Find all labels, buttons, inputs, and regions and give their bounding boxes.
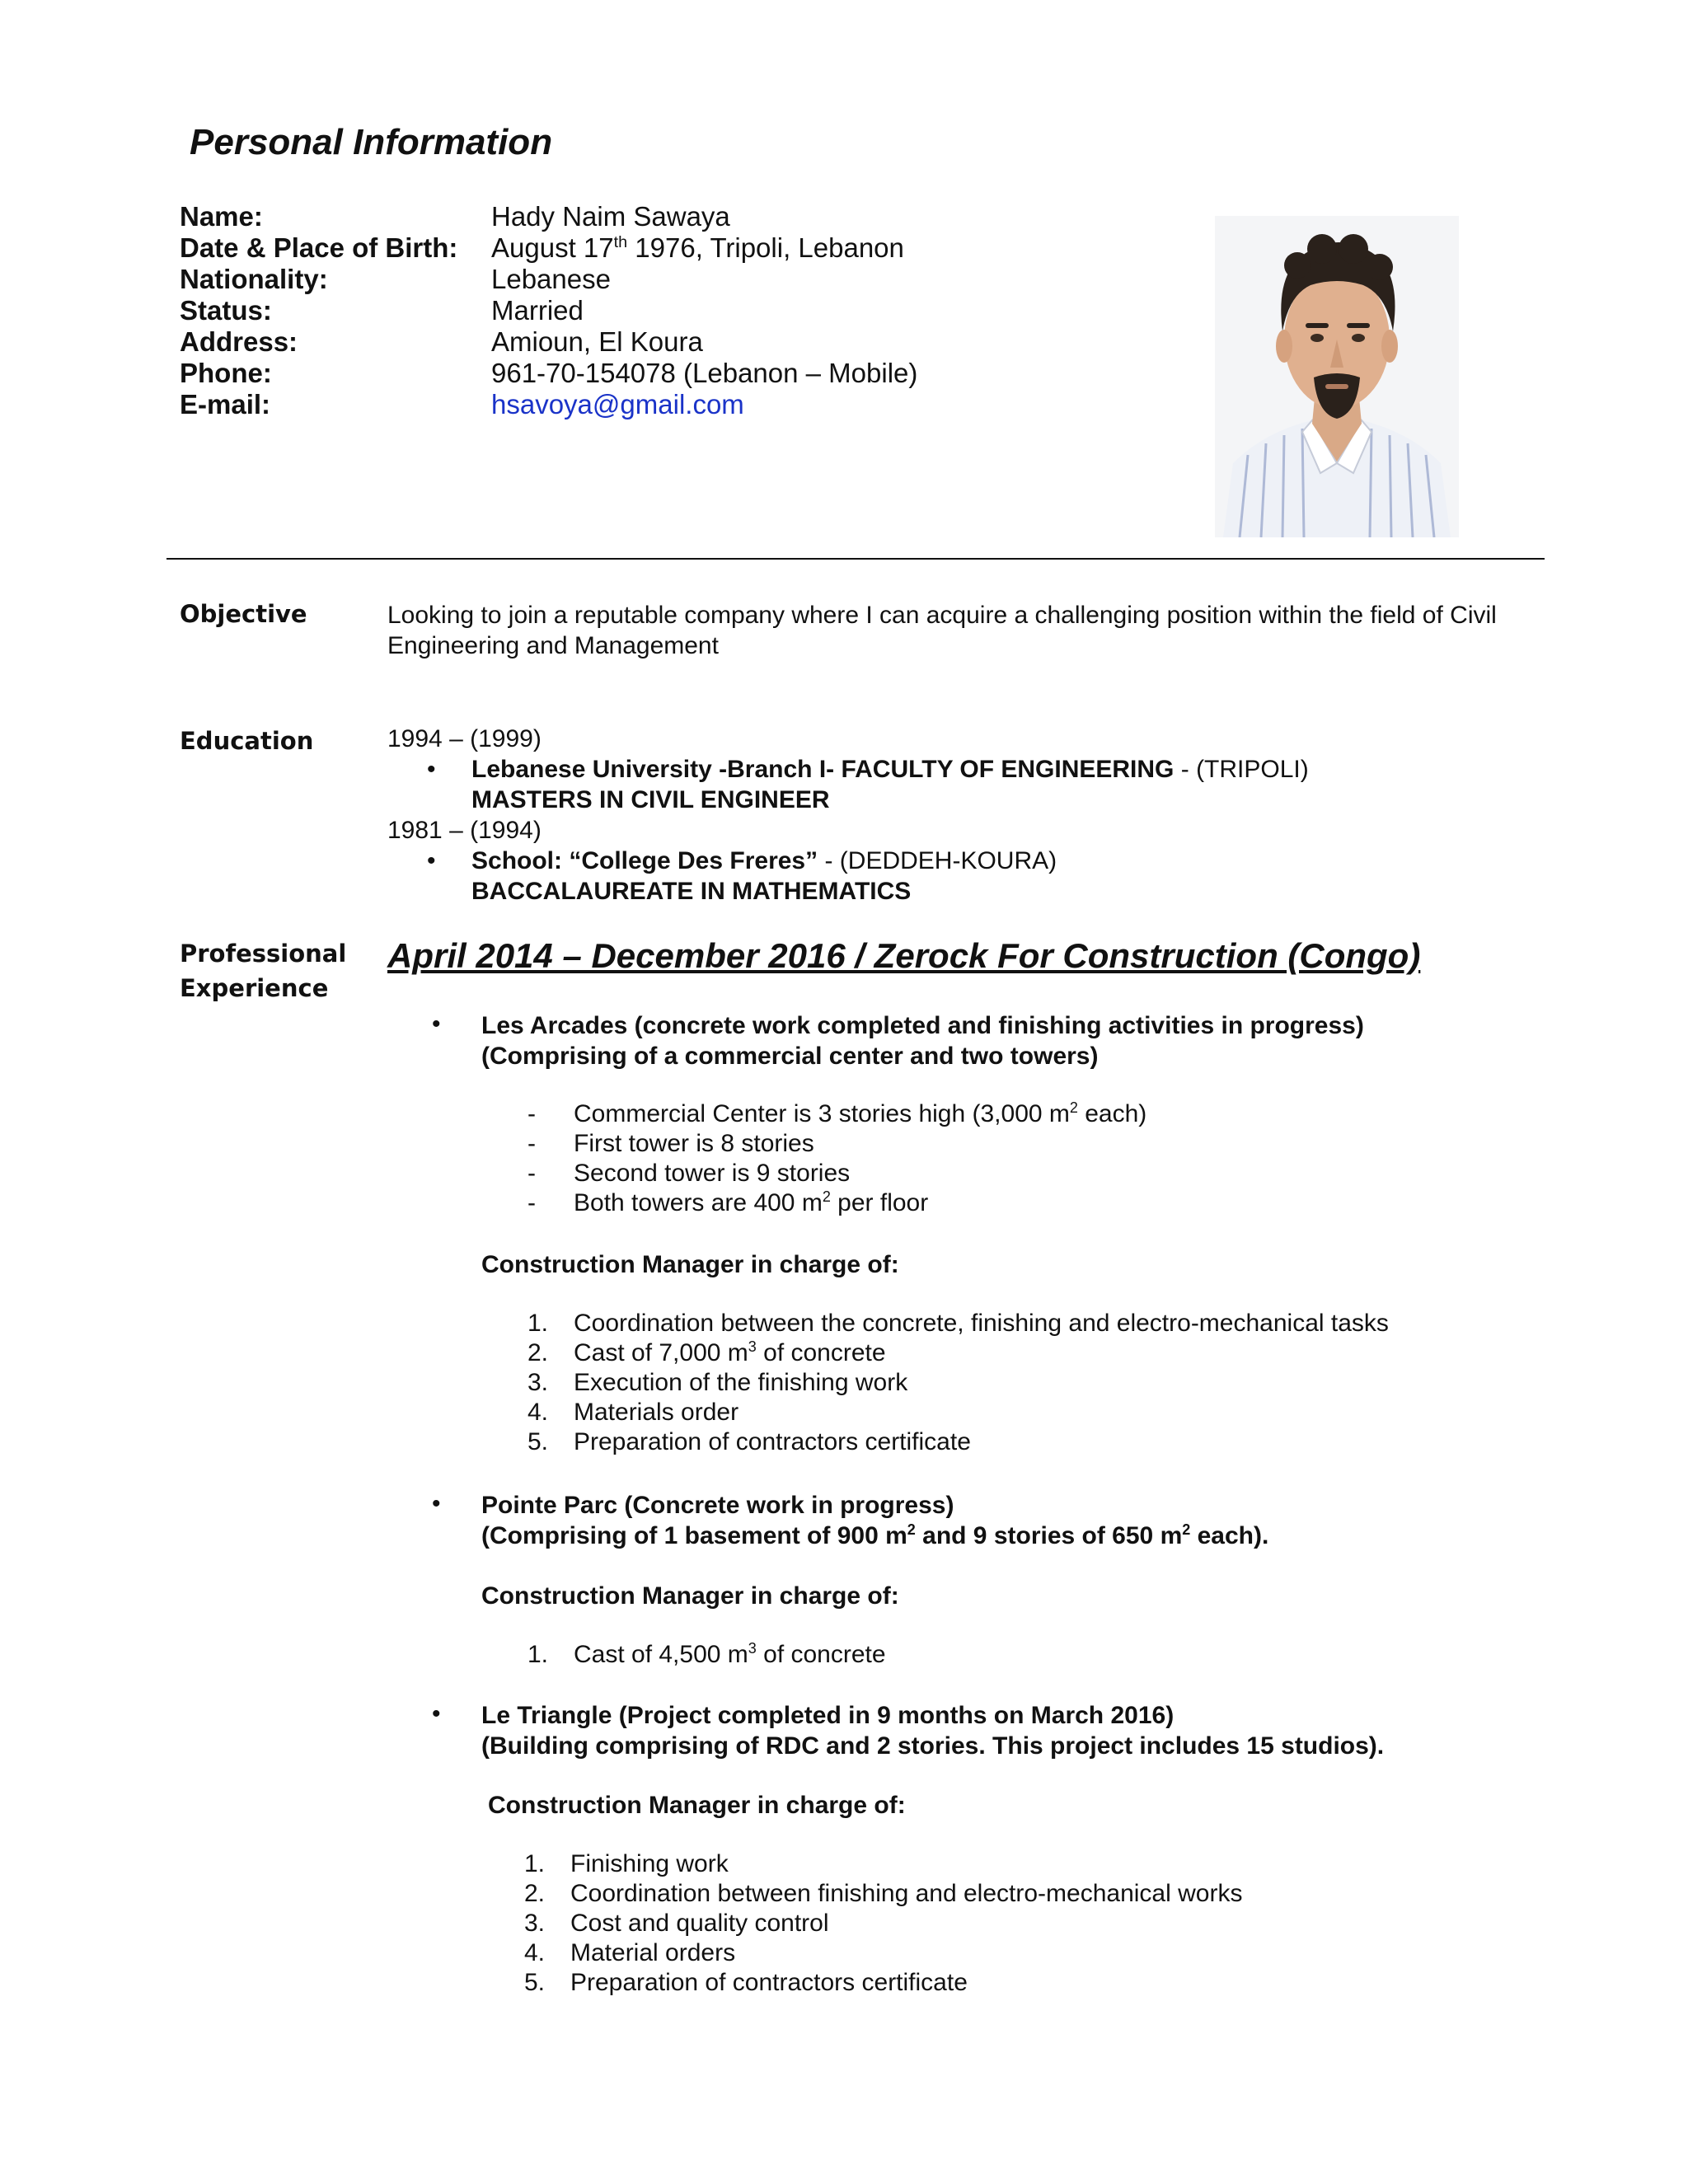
- label-email: E-mail:: [180, 389, 271, 419]
- bullet-icon: •: [427, 847, 436, 874]
- education-school-row: [387, 754, 1541, 785]
- role-heading: Construction Manager in charge of:: [488, 1792, 906, 1819]
- project-title: Le Triangle (Project completed in 9 months on March 2016): [481, 1702, 1175, 1729]
- task-row: 1. Coordination between the concrete, finishing and electro-mechanical tasks: [528, 1310, 1389, 1337]
- email-link[interactable]: hsavoya@gmail.com: [491, 389, 744, 419]
- project-subtitle: (Comprising of a commercial center and two towers): [481, 1043, 1099, 1070]
- task-row: 3. Execution of the finishing work: [528, 1369, 908, 1396]
- detail-row: - Second tower is 9 stories: [528, 1160, 851, 1187]
- value-name: Hady Naim Sawaya: [491, 201, 730, 232]
- task-row: 5. Preparation of contractors certificate: [528, 1428, 971, 1455]
- role-heading: Construction Manager in charge of:: [481, 1251, 899, 1278]
- experience-label-line-2: Experience: [180, 974, 329, 1002]
- detail-row: - First tower is 8 stories: [528, 1130, 814, 1157]
- label-name: Name:: [180, 201, 263, 232]
- value-phone: 961-70-154078 (Lebanon – Mobile): [491, 358, 918, 388]
- bullet-icon: •: [432, 1010, 441, 1038]
- personal-info-labels: [180, 201, 457, 420]
- personal-info-values: [491, 201, 917, 420]
- portrait-illustration: [1215, 216, 1459, 537]
- education-years: 1981 – (1994): [387, 817, 542, 844]
- label-address: Address:: [180, 326, 298, 357]
- project-subtitle: (Comprising of 1 basement of 900 $m^2$ and 9 stories of 650 $m^2$ each).: [481, 1521, 1269, 1549]
- task-row: 4. Materials order: [528, 1399, 739, 1426]
- objective-line-2: Engineering and Management: [387, 632, 719, 659]
- label-status: Status:: [180, 295, 272, 326]
- value-status: Married: [491, 295, 584, 326]
- task-list: [528, 1640, 1517, 1670]
- section-divider: [166, 558, 1545, 560]
- project-subtitle: (Building comprising of RDC and 2 stories. This project includes 15 studios).: [481, 1732, 1385, 1760]
- task-row: 2. Cast of 7,000 $m^3$ of concrete: [528, 1338, 886, 1366]
- objective-text: [387, 600, 1541, 661]
- task-list: [524, 1849, 1513, 1998]
- portrait-photo: [1215, 216, 1459, 537]
- education-years: 1994 – (1999): [387, 725, 542, 752]
- task-row: 1. Finishing work: [524, 1850, 729, 1877]
- role-heading: Construction Manager in charge of:: [481, 1582, 899, 1610]
- education-location: - (TRIPOLI): [1174, 756, 1309, 783]
- label-nationality: Nationality:: [180, 264, 328, 294]
- project-title: Pointe Parc (Concrete work in progress): [481, 1492, 954, 1519]
- experience-label-line-1: Professional: [180, 940, 347, 968]
- objective-line-1: Looking to join a reputable company where I can acquire a challenging position within the field of Civil: [387, 602, 1497, 629]
- detail-row: - Both towers are 400 $m^2$ per floor: [528, 1188, 929, 1216]
- label-birth: Date & Place of Birth:: [180, 232, 458, 263]
- project-les-arcades: [432, 1010, 1503, 1071]
- task-row: 1. Cast of 4,500 $m^3$ of concrete: [528, 1640, 886, 1668]
- task-list: [528, 1309, 1517, 1457]
- experience-label: [180, 936, 346, 1005]
- project-le-triangle: [432, 1700, 1503, 1761]
- education-degree: MASTERS IN CIVIL ENGINEER: [471, 786, 830, 813]
- bullet-icon: •: [432, 1700, 441, 1727]
- objective-label: Objective: [180, 600, 307, 628]
- task-row: 3. Cost and quality control: [524, 1910, 829, 1937]
- project-title: Les Arcades (concrete work completed and finishing activities in progress): [481, 1012, 1364, 1039]
- experience-title: April 2014 – December 2016 / Zerock For Construction (Congo): [387, 936, 1421, 975]
- detail-row: - Commercial Center is 3 stories high (3,000 $m^2$ each): [528, 1099, 1147, 1127]
- education-location: - (DEDDEH-KOURA): [818, 847, 1057, 874]
- education-school: School: “College Des Freres”: [471, 847, 818, 874]
- education-degree: BACCALAUREATE IN MATHEMATICS: [471, 878, 912, 905]
- project-details: [528, 1099, 1517, 1218]
- task-row: 5. Preparation of contractors certificate: [524, 1969, 968, 1996]
- value-nationality: Lebanese: [491, 264, 611, 294]
- label-phone: Phone:: [180, 358, 272, 388]
- bullet-icon: •: [427, 756, 436, 783]
- project-pointe-parc: [432, 1490, 1503, 1551]
- education-school-row: [387, 846, 1541, 876]
- education-list: [387, 724, 1541, 907]
- value-birth: August 17th 1976, Tripoli, Lebanon: [491, 232, 904, 263]
- page-title: Personal Information: [190, 122, 553, 162]
- bullet-icon: •: [432, 1490, 441, 1517]
- task-row: 4. Material orders: [524, 1939, 736, 1966]
- value-address: Amioun, El Koura: [491, 326, 703, 357]
- education-school: Lebanese University -Branch I- FACULTY OF ENGINEERING: [471, 756, 1175, 783]
- education-label: Education: [180, 727, 314, 755]
- task-row: 2. Coordination between finishing and electro-mechanical works: [524, 1880, 1243, 1907]
